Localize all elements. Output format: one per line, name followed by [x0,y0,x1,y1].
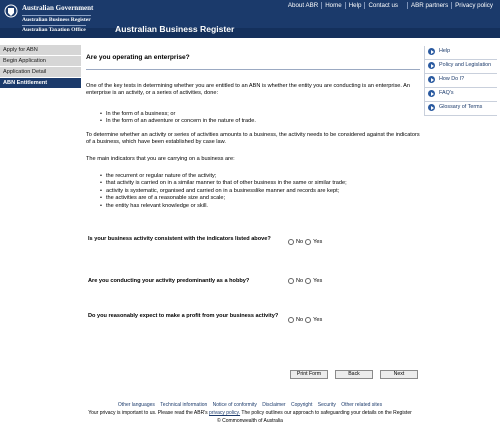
leftnav-abn-entitlement[interactable]: ABN Entitlement [0,78,81,89]
q1-no-label: No [296,239,304,245]
topnav-privacy-policy[interactable]: Privacy policy [451,2,496,9]
footer-link-related-sites[interactable]: Other related sites [341,402,383,408]
q3-yes-radio[interactable] [305,317,311,323]
arrow-circle-icon [428,90,435,97]
arrow-circle-icon [428,104,435,111]
footer-link-notice-conformity[interactable]: Notice of conformity [212,402,257,408]
australian-government-logo[interactable] [4,2,108,36]
page-title: Are you operating an enterprise? [86,54,190,61]
print-form-button[interactable]: Print Form [290,370,328,379]
rightnav-how-do-i[interactable] [425,74,497,88]
q2-no-radio[interactable] [288,278,294,284]
privacy-text-pre: Your privacy is important to us. Please read the ABR's [88,410,208,416]
q1-no-radio[interactable] [288,239,294,245]
list-item: • that activity is carried on in a similar manner to that of other business in the same or similar trade; [100,180,420,187]
question-3-options [288,317,322,323]
footer-link-technical-info[interactable]: Technical information [160,402,208,408]
next-button[interactable]: Next [380,370,418,379]
arrow-circle-icon [428,62,435,69]
rightnav-policy-legislation[interactable] [425,60,497,74]
logo-line-government: Australian Government [22,4,94,12]
q3-yes-label: Yes [313,317,323,323]
rightnav-label: Policy and Legislation [439,62,492,68]
rightnav-label: Help [439,48,451,54]
footer-copyright: © Commonwealth of Australia [217,418,283,424]
list-item: • activity is systematic, organised and carried on in a businesslike manner and records are kept; [100,188,420,195]
rightnav-label: How Do I? [439,76,465,82]
main-content [86,54,420,66]
indicators-intro: The main indicators that you are carrying on a business are: [86,156,235,162]
intro-paragraph: One of the key tests in determining whether you are entitled to an ABN is whether the entity you are conducting is an enterprise. An enterprise is an activity, or a series of activities, done: [86,83,411,97]
topnav-help[interactable]: Help [345,2,365,9]
list-item: • In the form of a business; or [100,111,420,118]
q1-yes-label: Yes [313,239,323,245]
rightnav-glossary[interactable] [425,102,497,116]
rightnav-faqs[interactable] [425,88,497,102]
question-2-options [288,278,322,284]
right-help-panel [424,46,497,116]
logo-line-abr: Australian Business Register [22,17,91,23]
business-test-paragraph: To determine whether an activity or series of activities amounts to a business, the activity needs to be considered against the indicators of a business, which have been established by case law. [86,132,420,146]
enterprise-forms-list [100,111,420,126]
footer-link-security[interactable]: Security [317,402,336,408]
question-hobby: Are you conducting your activity predominantly as a hobby? [88,278,250,284]
left-navigation [0,45,81,89]
q2-no-label: No [296,278,304,284]
arrow-circle-icon [428,76,435,83]
footer-link-other-languages[interactable]: Other languages [117,402,155,408]
header-bar [0,0,500,38]
arrow-circle-icon [428,48,435,55]
rightnav-label: Glossary of Terms [439,104,483,110]
leftnav-begin-application[interactable]: Begin Application [0,56,81,67]
footer-link-disclaimer[interactable]: Disclaimer [262,402,286,408]
back-button[interactable]: Back [335,370,373,379]
question-consistent-indicators: Is your business activity consistent with the indicators listed above? [88,236,271,242]
question-1-options [288,239,322,245]
footer-privacy-notice [0,410,500,416]
title-divider [86,69,420,70]
list-item: • the activities are of a reasonable size and scale; [100,195,420,202]
list-item: • the recurrent or regular nature of the activity; [100,173,420,180]
topnav-about-abr[interactable]: About ABR [287,2,319,9]
list-item: • the entity has relevant knowledge or skill. [100,203,420,210]
question-profit: Do you reasonably expect to make a profit from your business activity? [88,313,279,319]
logo-line-ato: Australian Taxation Office [22,27,86,33]
footer [0,402,500,424]
q2-yes-radio[interactable] [305,278,311,284]
leftnav-application-detail[interactable]: Application Detail [0,67,81,78]
indicators-list [100,173,420,210]
crest-icon [4,4,18,18]
rightnav-label: FAQ's [439,90,454,96]
q1-yes-radio[interactable] [305,239,311,245]
q2-yes-label: Yes [313,278,323,284]
q3-no-label: No [296,317,304,323]
footer-links [0,402,500,408]
top-navigation [285,2,496,9]
privacy-policy-link[interactable]: privacy policy. [209,410,241,416]
topnav-abr-partners[interactable]: ABR partners [407,2,451,9]
footer-link-copyright[interactable]: Copyright [290,402,313,408]
topnav-contact-us[interactable]: Contact us [364,2,401,9]
app-title: Australian Business Register [115,24,235,34]
list-item: • In the form of an adventure or concern in the nature of trade. [100,118,420,125]
topnav-home[interactable]: Home [321,2,345,9]
privacy-text-post: The policy outlines our approach to safeguarding your details on the Register [241,410,412,416]
rightnav-help[interactable] [425,46,497,60]
q3-no-radio[interactable] [288,317,294,323]
leftnav-apply-for-abn[interactable]: Apply for ABN [0,45,81,56]
